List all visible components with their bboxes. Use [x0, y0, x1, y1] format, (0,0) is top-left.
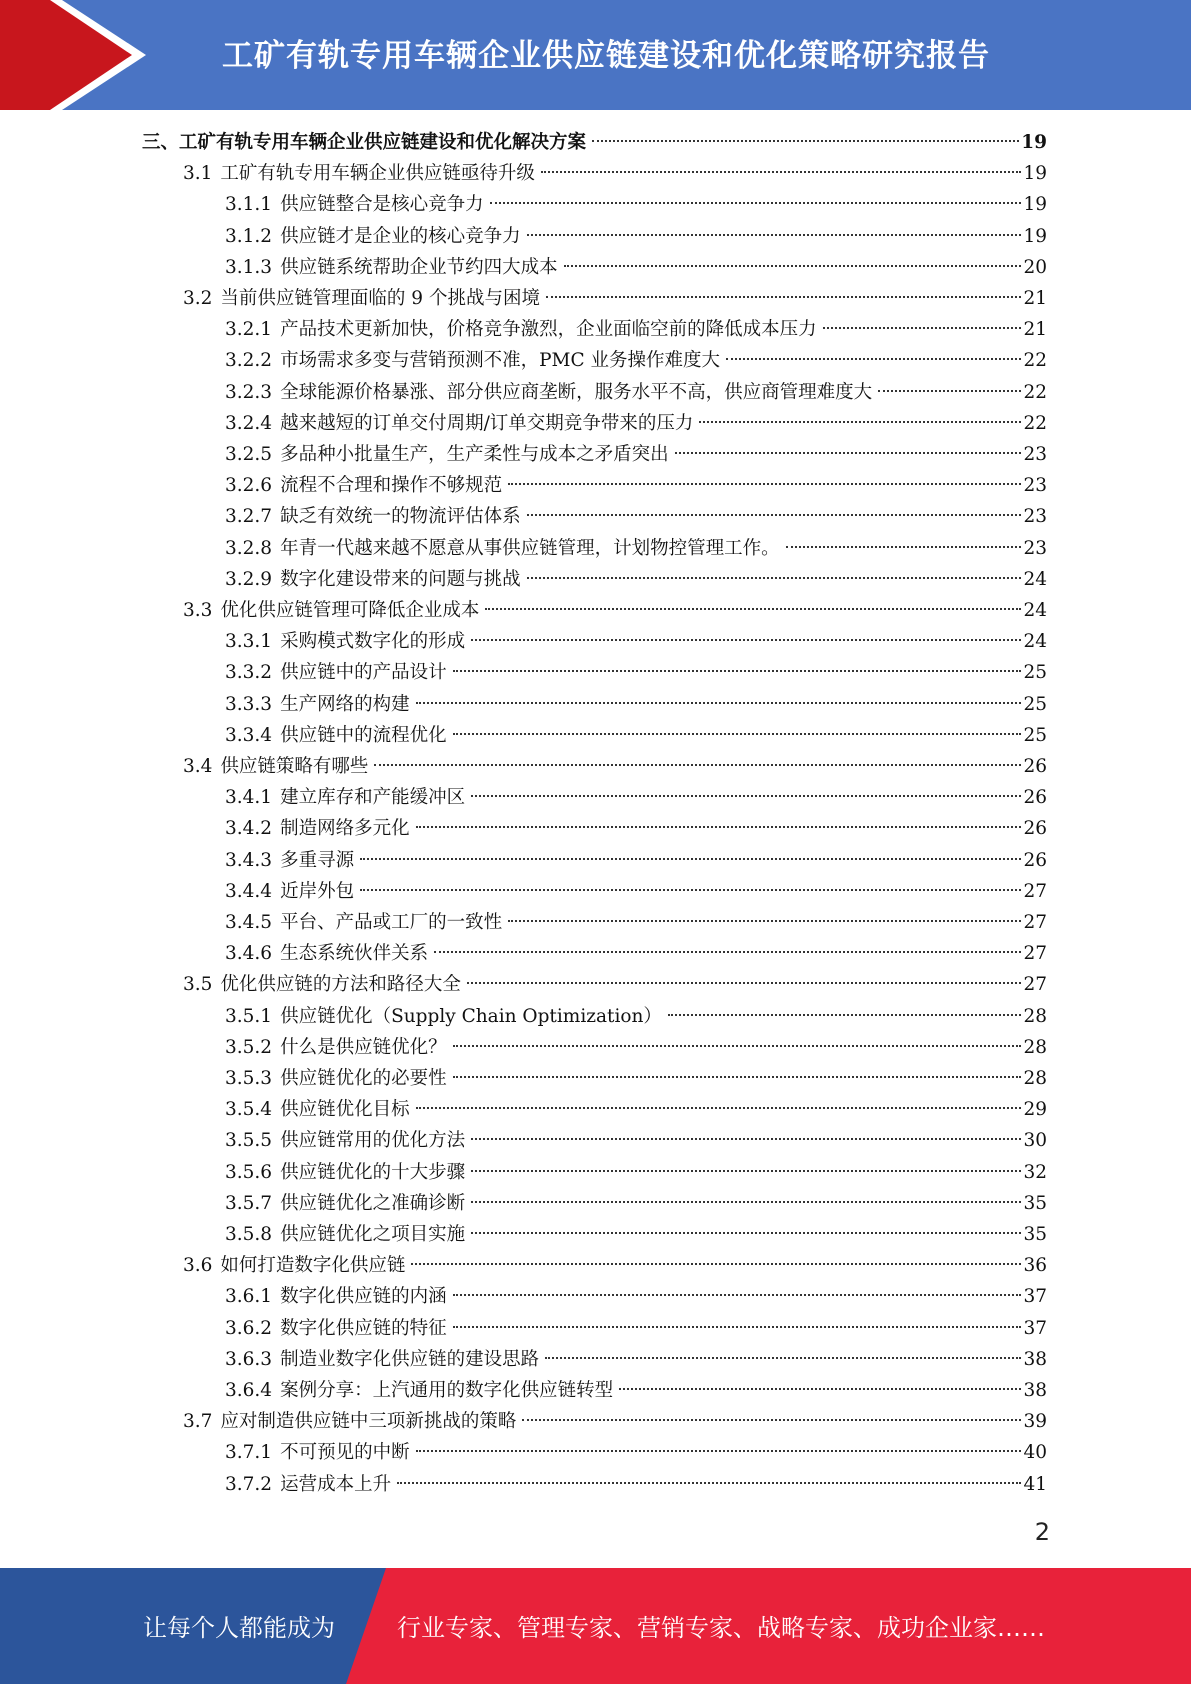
toc-entry-title: 当前供应链管理面临的 9 个挑战与困境: [220, 288, 540, 309]
toc-entry-page: 32: [1023, 1161, 1047, 1183]
toc-entry-number: 3.1: [183, 163, 213, 185]
toc-entry-page: 28: [1023, 1005, 1047, 1027]
toc-entry-number: 3.4.5: [225, 912, 273, 933]
toc-entry-number: 3.3.1: [225, 631, 273, 653]
toc-dot-leader: [508, 919, 1021, 922]
toc-entry-number: 3.2.6: [225, 475, 273, 497]
toc-dot-leader: [878, 389, 1021, 392]
toc-entry-title: 多重寻源: [280, 849, 355, 871]
toc-entry[interactable]: [225, 253, 1047, 283]
toc-entry-page: 26: [1023, 849, 1047, 871]
toc-entry-number: 3.7.1: [225, 1442, 273, 1464]
page-footer: [0, 1568, 1191, 1684]
toc-entry-title: 生产网络的构建: [280, 693, 410, 715]
toc-entry-title: 三、工矿有轨专用车辆企业供应链建设和优化解决方案: [142, 132, 587, 153]
toc-entry-title: 工矿有轨专用车辆企业供应链亟待升级: [220, 163, 535, 185]
toc-entry-number: 3.4.1: [225, 787, 273, 809]
toc-entry-title: 市场需求多变与营销预测不准，PMC 业务操作难度大: [280, 350, 721, 372]
toc-entry-page: 22: [1023, 412, 1047, 434]
toc-entry[interactable]: [225, 222, 1047, 252]
toc-entry[interactable]: [225, 1033, 1047, 1063]
toc-dot-leader: [564, 264, 1022, 267]
toc-entry-page: 41: [1023, 1473, 1047, 1495]
toc-entry[interactable]: [225, 1470, 1047, 1500]
toc-entry-number: 3.2.8: [225, 537, 273, 559]
toc-dot-leader: [592, 139, 1019, 142]
toc-entry-page: 30: [1023, 1130, 1047, 1152]
toc-entry-number: 3.6.1: [225, 1286, 273, 1308]
toc-dot-leader: [416, 825, 1022, 828]
toc-entry-title: 应对制造供应链中三项新挑战的策略: [220, 1411, 517, 1433]
toc-dot-leader: [823, 326, 1022, 329]
toc-dot-leader: [699, 420, 1021, 423]
toc-entry-page: 23: [1023, 537, 1047, 559]
toc-entry-title: 年青一代越来越不愿意从事供应链管理，计划物控管理工作。: [280, 537, 780, 559]
toc-entry-number: 3.5.5: [225, 1130, 273, 1152]
toc-entry-number: 3.1.1: [225, 194, 273, 216]
toc-entry-title: 供应链整合是核心竞争力: [280, 194, 484, 216]
toc-entry-page: 20: [1023, 256, 1047, 278]
toc-dot-leader: [453, 1075, 1022, 1078]
toc-entry-title: 缺乏有效统一的物流评估体系: [280, 506, 521, 528]
toc-entry[interactable]: [225, 1282, 1047, 1312]
toc-entry[interactable]: [225, 1064, 1047, 1094]
toc-entry-page: 26: [1023, 818, 1047, 840]
toc-entry-number: 3.6.4: [225, 1380, 273, 1401]
toc-entry[interactable]: [225, 627, 1047, 657]
toc-entry-page: 26: [1023, 787, 1047, 809]
toc-entry-title: 供应链优化的十大步骤: [280, 1161, 466, 1183]
toc-entry[interactable]: [183, 284, 1047, 314]
toc-entry[interactable]: [225, 409, 1047, 439]
toc-entry-number: 3.6: [183, 1255, 213, 1277]
toc-entry-number: 3.2: [183, 288, 213, 309]
toc-entry-number: 3.4.3: [225, 849, 273, 871]
toc-dot-leader: [546, 295, 1021, 298]
toc-entry-page: 28: [1023, 1036, 1047, 1058]
toc-entry[interactable]: [225, 565, 1047, 595]
toc-entry[interactable]: [225, 783, 1047, 813]
toc-dot-leader: [527, 513, 1022, 516]
toc-dot-leader: [508, 482, 1021, 485]
toc-dot-leader: [453, 1044, 1022, 1047]
toc-dot-leader: [374, 763, 1021, 766]
footer-slogan-right: 行业专家、管理专家、营销专家、战略专家、成功企业家……: [397, 1614, 1045, 1642]
toc-entry[interactable]: [225, 1095, 1047, 1125]
toc-entry-number: 3.2.3: [225, 381, 273, 403]
toc-entry[interactable]: [225, 721, 1047, 751]
toc-entry-page: 28: [1023, 1068, 1047, 1089]
toc-entry[interactable]: [225, 534, 1047, 564]
toc-dot-leader: [668, 1013, 1022, 1016]
toc-entry[interactable]: [225, 471, 1047, 501]
toc-entry-title: 数字化建设带来的问题与挑战: [280, 568, 521, 590]
toc-entry-number: 3.6.3: [225, 1348, 273, 1370]
toc-entry-page: 35: [1023, 1224, 1047, 1245]
toc-dot-leader: [471, 1231, 1021, 1234]
toc-entry-page: 23: [1023, 444, 1047, 465]
toc-entry[interactable]: [225, 1345, 1047, 1375]
toc-dot-leader: [453, 1293, 1022, 1296]
toc-entry-page: 35: [1023, 1192, 1047, 1214]
toc-entry[interactable]: [225, 502, 1047, 532]
toc-dot-leader: [360, 857, 1021, 860]
toc-entry-number: 3.4.2: [225, 818, 273, 840]
toc-entry-title: 制造网络多元化: [280, 818, 410, 840]
toc-entry[interactable]: [225, 1189, 1047, 1219]
toc-entry-number: 3.2.1: [225, 319, 273, 341]
toc-dot-leader: [527, 233, 1022, 236]
toc-entry-page: 27: [1023, 974, 1047, 996]
toc-entry[interactable]: [225, 814, 1047, 844]
toc-entry-number: 3.4.6: [225, 943, 273, 965]
toc-entry-title: 优化供应链的方法和路径大全: [220, 974, 461, 996]
toc-entry-title: 供应链优化的必要性: [280, 1068, 447, 1089]
toc-entry-page: 27: [1023, 912, 1047, 933]
toc-entry-page: 26: [1023, 756, 1047, 777]
toc-entry-number: 3.5.8: [225, 1224, 273, 1245]
toc-entry[interactable]: [225, 190, 1047, 220]
toc-entry-title: 不可预见的中断: [280, 1442, 410, 1464]
toc-entry-number: 3.2.5: [225, 444, 273, 465]
toc-entry[interactable]: [225, 1158, 1047, 1188]
toc-entry-page: 23: [1023, 475, 1047, 497]
toc-entry[interactable]: [225, 1438, 1047, 1468]
toc-entry-title: 如何打造数字化供应链: [220, 1255, 406, 1277]
toc-dot-leader: [471, 1200, 1021, 1203]
toc-entry[interactable]: [225, 346, 1047, 376]
toc-entry[interactable]: [225, 1220, 1047, 1250]
toc-dot-leader: [471, 1137, 1021, 1140]
toc-dot-leader: [726, 357, 1021, 360]
toc-entry-page: 21: [1023, 319, 1047, 341]
toc-entry-number: 3.3.4: [225, 724, 273, 746]
toc-entry-title: 供应链策略有哪些: [220, 756, 369, 777]
toc-entry[interactable]: [183, 752, 1047, 782]
toc-entry-title: 近岸外包: [280, 880, 355, 902]
footer-slogan-left: 让每个人都能成为: [143, 1614, 335, 1642]
page-header: [0, 0, 1191, 110]
toc-entry-title: 运营成本上升: [280, 1473, 392, 1495]
toc-entry[interactable]: [225, 690, 1047, 720]
toc-entry-title: 产品技术更新加快，价格竞争激烈，企业面临空前的降低成本压力: [280, 319, 817, 341]
toc-entry-number: 3.4.4: [225, 880, 273, 902]
toc-entry-title: 生态系统伙伴关系: [280, 943, 429, 965]
toc-entry-title: 供应链优化（Supply Chain Optimization）: [280, 1005, 662, 1027]
toc-entry-number: 3.5: [183, 974, 213, 996]
toc-entry-page: 27: [1023, 943, 1047, 965]
header-title: 工矿有轨专用车辆企业供应链建设和优化策略研究报告: [222, 38, 990, 74]
toc-entry[interactable]: [225, 1126, 1047, 1156]
toc-entry-page: 19: [1023, 225, 1047, 247]
toc-dot-leader: [471, 794, 1021, 797]
toc-entry-number: 3.3.2: [225, 662, 273, 684]
toc-entry-page: 25: [1023, 724, 1047, 746]
toc-entry-page: 24: [1023, 600, 1047, 621]
toc-entry[interactable]: [225, 846, 1047, 876]
toc-dot-leader: [485, 607, 1021, 610]
toc-entry-title: 供应链优化目标: [280, 1099, 410, 1121]
toc-entry-title: 优化供应链管理可降低企业成本: [220, 600, 480, 621]
toc-entry-title: 案例分享：上汽通用的数字化供应链转型: [280, 1380, 614, 1401]
toc-entry[interactable]: [183, 596, 1047, 626]
toc-entry-number: 3.3.3: [225, 693, 273, 715]
toc-entry-title: 制造业数字化供应链的建设思路: [280, 1348, 540, 1370]
toc-dot-leader: [471, 638, 1021, 641]
toc-entry-page: 19: [1023, 163, 1047, 185]
toc-entry-number: 3.3: [183, 600, 213, 621]
toc-entry-page: 25: [1023, 662, 1047, 684]
toc-dot-leader: [490, 201, 1022, 204]
toc-entry-page: 29: [1023, 1099, 1047, 1121]
toc-entry-number: 3.5.6: [225, 1161, 273, 1183]
toc-entry-page: 38: [1023, 1348, 1047, 1370]
toc-entry-page: 22: [1023, 381, 1047, 403]
toc-entry-number: 3.2.4: [225, 412, 273, 434]
toc-dot-leader: [453, 732, 1022, 735]
toc-entry-title: 什么是供应链优化？: [280, 1036, 447, 1058]
toc-entry-title: 数字化供应链的内涵: [280, 1286, 447, 1308]
toc-dot-leader: [545, 1356, 1021, 1359]
toc-entry-page: 24: [1023, 568, 1047, 590]
toc-entry-title: 平台、产品或工厂的一致性: [280, 912, 503, 933]
toc-entry-number: 3.2.2: [225, 350, 273, 372]
toc-dot-leader: [397, 1481, 1021, 1484]
toc-entry-number: 3.7: [183, 1411, 213, 1433]
toc-entry[interactable]: [225, 440, 1047, 470]
toc-entry-page: 19: [1021, 132, 1047, 153]
toc-entry[interactable]: [225, 315, 1047, 345]
toc-entry-number: 3.5.4: [225, 1099, 273, 1121]
toc-entry-page: 21: [1023, 288, 1047, 309]
toc-entry-title: 越来越短的订单交付周期/订单交期竞争带来的压力: [280, 412, 694, 434]
toc-entry[interactable]: [183, 970, 1047, 1000]
toc-dot-leader: [411, 1262, 1021, 1265]
toc-dot-leader: [527, 576, 1022, 579]
toc-entry-number: 3.5.7: [225, 1192, 273, 1214]
toc-dot-leader: [541, 170, 1022, 173]
toc-dot-leader: [453, 669, 1022, 672]
toc-entry-page: 40: [1023, 1442, 1047, 1464]
toc-entry-title: 供应链才是企业的核心竞争力: [280, 225, 521, 247]
toc-entry-page: 37: [1023, 1286, 1047, 1308]
toc-entry[interactable]: [183, 1407, 1047, 1437]
page-number: 2: [1034, 1518, 1050, 1546]
toc-entry-page: 39: [1023, 1411, 1047, 1433]
toc-dot-leader: [522, 1418, 1021, 1421]
toc-dot-leader: [786, 545, 1022, 548]
toc-dot-leader: [471, 1169, 1021, 1172]
toc-entry-page: 37: [1023, 1317, 1047, 1339]
toc-entry[interactable]: [225, 908, 1047, 938]
toc-dot-leader: [416, 1106, 1022, 1109]
toc-entry-number: 3.1.3: [225, 256, 273, 278]
toc-entry-page: 22: [1023, 350, 1047, 372]
toc-entry[interactable]: [225, 939, 1047, 969]
toc-dot-leader: [434, 950, 1021, 953]
toc-entry[interactable]: [225, 1002, 1047, 1032]
toc-entry-page: 19: [1023, 194, 1047, 216]
toc-dot-leader: [619, 1387, 1021, 1390]
toc-entry[interactable]: [225, 877, 1047, 907]
toc-entry-number: 3.5.3: [225, 1068, 273, 1089]
toc-entry-title: 多品种小批量生产，生产柔性与成本之矛盾突出: [280, 444, 669, 465]
toc-dot-leader: [360, 888, 1021, 891]
toc-entry-page: 25: [1023, 693, 1047, 715]
toc-entry[interactable]: [183, 159, 1047, 189]
toc-entry[interactable]: [183, 1251, 1047, 1281]
toc-entry-title: 流程不合理和操作不够规范: [280, 475, 503, 497]
toc-entry-title: 全球能源价格暴涨、部分供应商垄断，服务水平不高，供应商管理难度大: [280, 381, 873, 403]
toc-entry[interactable]: [225, 378, 1047, 408]
toc-entry[interactable]: [225, 658, 1047, 688]
toc-entry-title: 供应链中的流程优化: [280, 724, 447, 746]
toc-entry-page: 24: [1023, 631, 1047, 653]
toc-entry-page: 23: [1023, 506, 1047, 528]
toc-entry-number: 3.1.2: [225, 225, 273, 247]
toc-entry-title: 建立库存和产能缓冲区: [280, 787, 466, 809]
toc-entry-title: 供应链中的产品设计: [280, 662, 447, 684]
toc-dot-leader: [453, 1325, 1022, 1328]
toc-entry-title: 采购模式数字化的形成: [280, 631, 466, 653]
toc-entry-page: 38: [1023, 1380, 1047, 1401]
toc-entry[interactable]: [225, 1376, 1047, 1406]
toc-entry-page: 27: [1023, 880, 1047, 902]
toc-dot-leader: [675, 451, 1022, 454]
toc-entry-number: 3.5.1: [225, 1005, 273, 1027]
toc-entry-page: 36: [1023, 1255, 1047, 1277]
toc-entry-number: 3.2.7: [225, 506, 273, 528]
toc-entry-number: 3.4: [183, 756, 213, 777]
toc-dot-leader: [467, 981, 1022, 984]
toc-entry-title: 供应链优化之准确诊断: [280, 1192, 466, 1214]
toc-entry-number: 3.7.2: [225, 1473, 273, 1495]
toc-dot-leader: [416, 701, 1022, 704]
toc-entry[interactable]: [225, 1314, 1047, 1344]
toc-entry-title: 供应链系统帮助企业节约四大成本: [280, 256, 558, 278]
toc-entry-title: 数字化供应链的特征: [280, 1317, 447, 1339]
toc-dot-leader: [416, 1449, 1022, 1452]
toc-entry-number: 3.2.9: [225, 568, 273, 590]
toc-entry-number: 3.5.2: [225, 1036, 273, 1058]
toc-entry[interactable]: [142, 128, 1047, 158]
toc-entry-title: 供应链常用的优化方法: [280, 1130, 466, 1152]
toc-entry-title: 供应链优化之项目实施: [280, 1224, 466, 1245]
toc-entry-number: 3.6.2: [225, 1317, 273, 1339]
